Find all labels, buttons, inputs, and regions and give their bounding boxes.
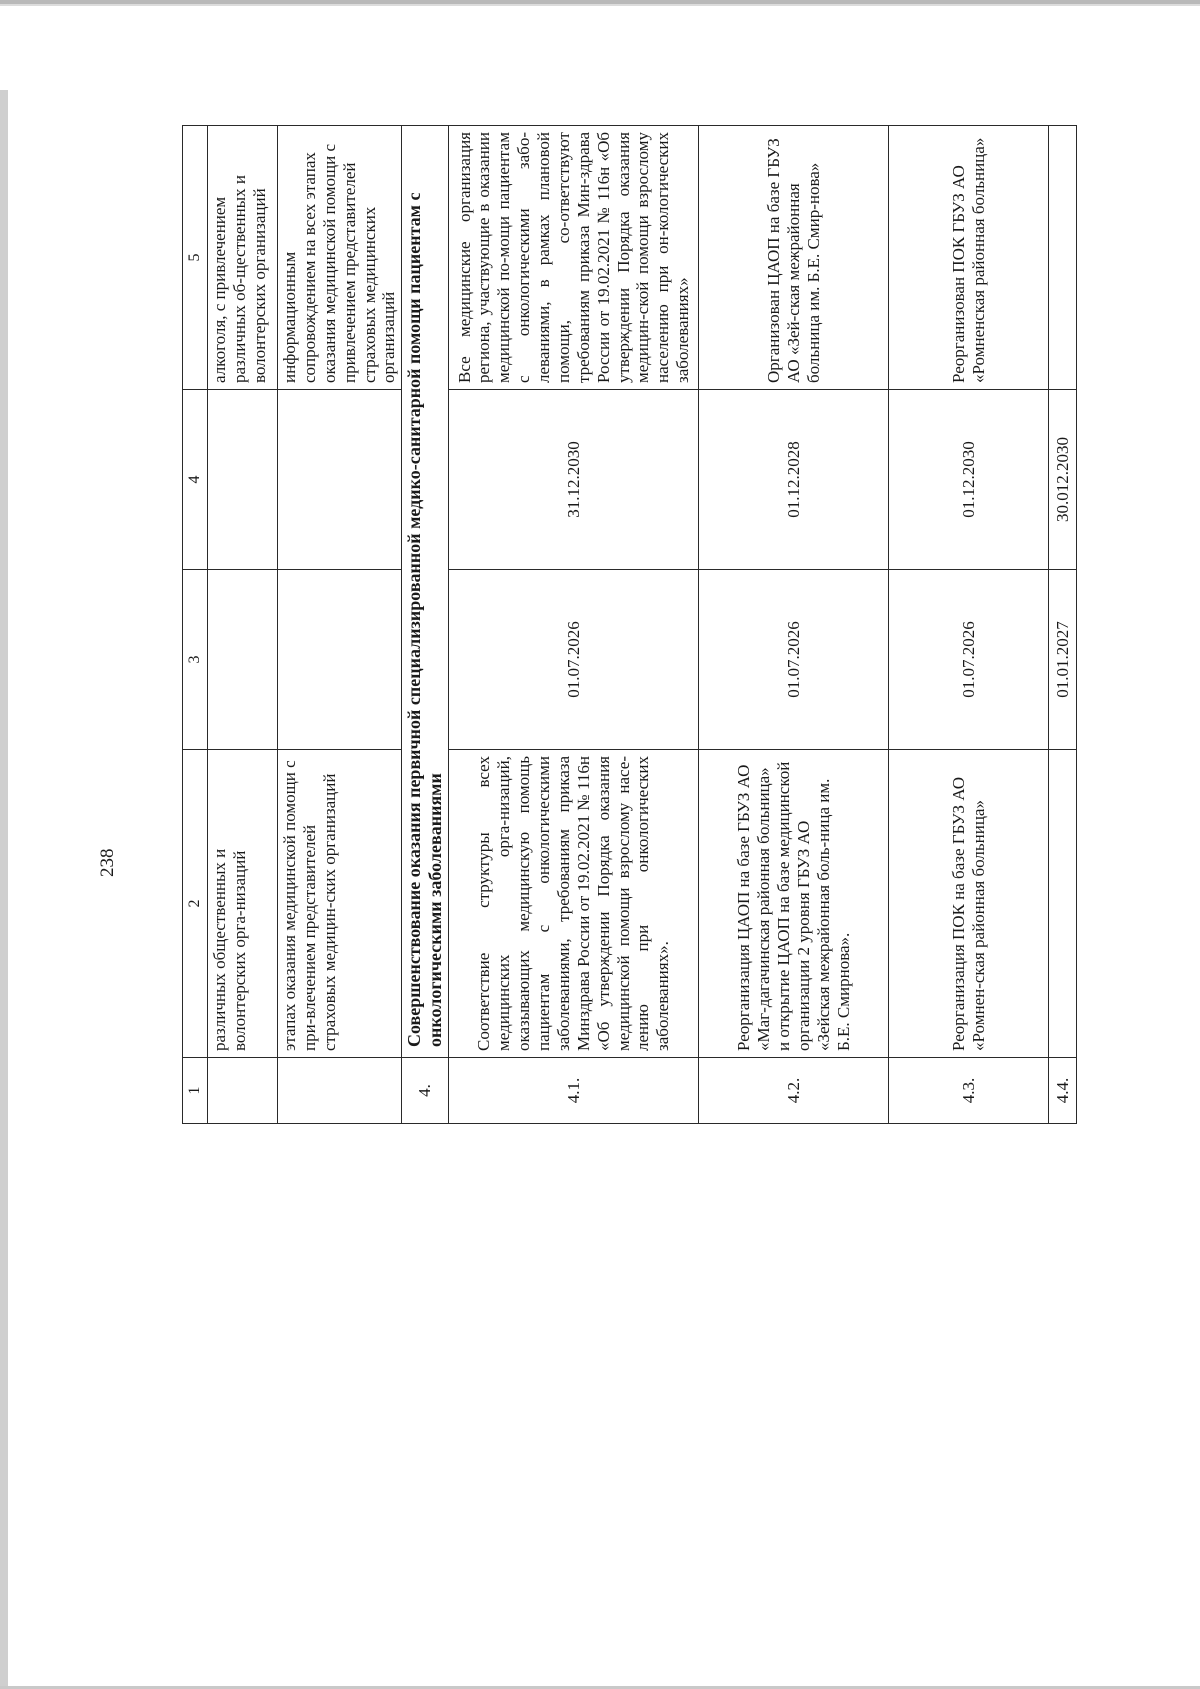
- start-date-cell: 01.07.2026: [449, 570, 699, 750]
- row-number: 4.2.: [699, 1058, 889, 1124]
- result-cell: Все медицинские организация региона, участвующие в оказании медицинской по-мощи пациентам с онкологическими забо-леваниями, в рамках плановой помощи, со-ответствуют требованиям приказа Мин-здрава России от 19.02.2021 № 116н «Об утверждении Порядка оказания медицин-ской помощи взрослому населению при он-кологических заболеваниях»: [449, 126, 699, 390]
- header-cell: 5: [183, 126, 208, 390]
- header-cell: 3: [183, 570, 208, 750]
- end-date-cell: [278, 390, 402, 570]
- page-number: 238: [97, 848, 118, 878]
- measure-cell: [1049, 750, 1077, 1058]
- start-date-cell: 01.07.2026: [889, 570, 1049, 750]
- measures-table: [182, 125, 1077, 1124]
- section-title: Совершенствование оказания первичной специализированной медико-санитарной помощи пациентам с онкологическими заболеваниями: [402, 126, 449, 1058]
- row-number: [278, 1058, 402, 1124]
- table-row: [889, 126, 1049, 1124]
- table-row: [208, 126, 278, 1124]
- table-row: [449, 126, 699, 1124]
- start-date-cell: 01.01.2027: [1049, 570, 1077, 750]
- result-cell: [1049, 126, 1077, 390]
- result-cell: Реорганизован ПОК ГБУЗ АО «Ромненская районная больница»: [889, 126, 1049, 390]
- end-date-cell: 01.12.2028: [699, 390, 889, 570]
- start-date-cell: [208, 570, 278, 750]
- end-date-cell: 30.012.2030: [1049, 390, 1077, 570]
- result-cell: Организован ЦАОП на базе ГБУЗ АО «Зей-ская межрайонная больница им. Б.Е. Смир-нова»: [699, 126, 889, 390]
- row-number: [208, 1058, 278, 1124]
- header-cell: 4: [183, 390, 208, 570]
- measure-cell: Соответствие структуры всех медицинских орга-низаций, оказывающих медицинскую помощь пациентам с онкологическими заболеваниями, требованиям приказа Минздрава России от 19.02.2021 № 116н «Об утверждении Порядка оказания медицинской помощи взрослому насе-лению при онкологических заболеваниях».: [449, 750, 699, 1058]
- header-cell: 1: [183, 1058, 208, 1124]
- start-date-cell: [278, 570, 402, 750]
- row-number: 4.4.: [1049, 1058, 1077, 1124]
- table-row: [278, 126, 402, 1124]
- section-row: [402, 126, 449, 1124]
- scan-edge: [0, 90, 8, 1689]
- header-row: [183, 126, 208, 1124]
- scan-edge: [0, 4, 1200, 6]
- rotated-table-container: [182, 126, 1122, 1124]
- row-number: 4.1.: [449, 1058, 699, 1124]
- end-date-cell: 31.12.2030: [449, 390, 699, 570]
- table-row: [699, 126, 889, 1124]
- table-row: [1049, 126, 1077, 1124]
- header-cell: 2: [183, 750, 208, 1058]
- measure-cell: Реорганизация ЦАОП на базе ГБУЗ АО «Маг-дагачинская районная больница» и открытие ЦАОП на базе медицинской организации 2 уровня ГБУЗ АО «Зейская межрайонная боль-ница им. Б.Е. Смирнова».: [699, 750, 889, 1058]
- result-cell: алкоголя, с привлечением различных об-щественных и волонтерских организаций: [208, 126, 278, 390]
- measure-cell: Реорганизация ПОК на базе ГБУЗ АО «Ромнен-ская районная больница»: [889, 750, 1049, 1058]
- end-date-cell: 01.12.2030: [889, 390, 1049, 570]
- measure-cell: этапах оказания медицинской помощи с при-влечением представителей страховых медицин-ских организаций: [278, 750, 402, 1058]
- section-number: 4.: [402, 1058, 449, 1124]
- end-date-cell: [208, 390, 278, 570]
- start-date-cell: 01.07.2026: [699, 570, 889, 750]
- result-cell: информационным сопровождением на всех этапах оказания медицинской помощи с привлечением представителей страховых медицинских организаций: [278, 126, 402, 390]
- measure-cell: различных общественных и волонтерских орга-низаций: [208, 750, 278, 1058]
- row-number: 4.3.: [889, 1058, 1049, 1124]
